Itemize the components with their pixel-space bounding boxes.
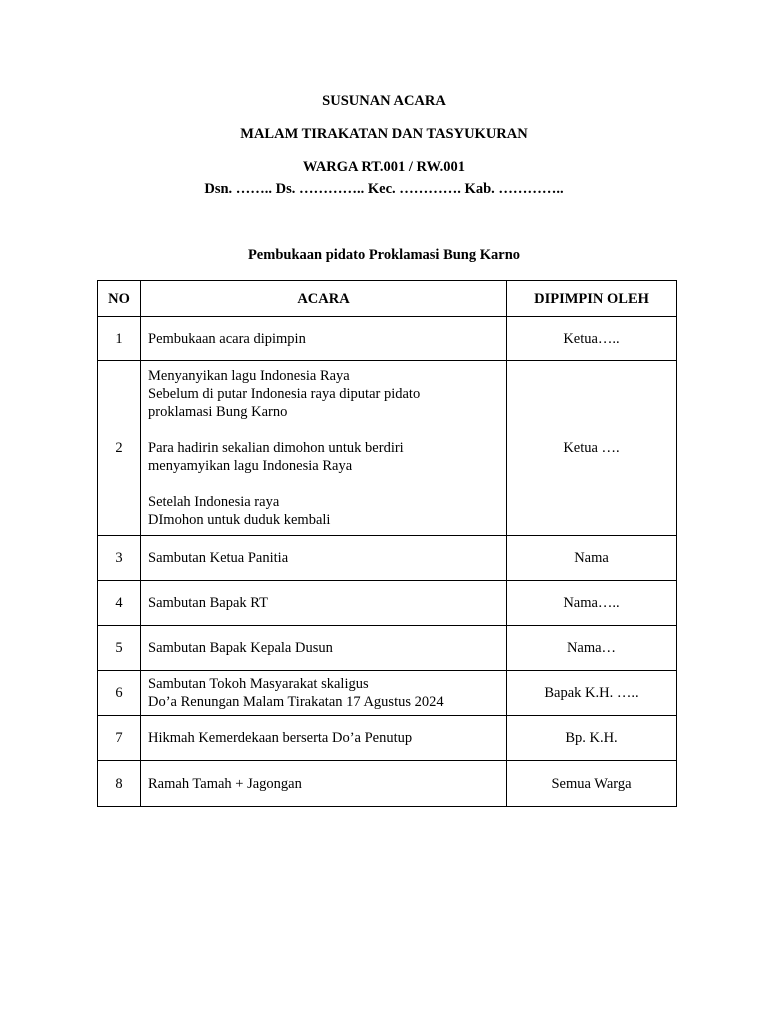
address-line: Dsn. …….. Ds. ………….. Kec. …………. Kab. ………….. xyxy=(204,181,564,197)
warga-line: WARGA RT.001 / RW.001 xyxy=(302,159,466,175)
row-number: 7 xyxy=(98,716,141,761)
row-dipimpin: Ketua …. xyxy=(507,361,677,536)
column-header-acara: ACARA xyxy=(141,281,507,317)
acara-line: Ramah Tamah + Jagongan xyxy=(148,775,302,792)
row-number: 6 xyxy=(98,671,141,716)
row-dipimpin: Ketua….. xyxy=(507,317,677,361)
row-number: 4 xyxy=(98,581,141,626)
column-header-dipimpin: DIPIMPIN OLEH xyxy=(507,281,677,317)
table-row xyxy=(98,671,677,716)
row-dipimpin: Bapak K.H. ….. xyxy=(507,671,677,716)
row-number: 3 xyxy=(98,536,141,581)
acara-line: Sebelum di putar Indonesia raya diputar pidato xyxy=(148,386,421,402)
row-number: 1 xyxy=(98,317,141,361)
acara-line: Setelah Indonesia raya xyxy=(148,494,280,510)
table-row xyxy=(98,626,677,671)
acara-line: Hikmah Kemerdekaan berserta Do’a Penutup xyxy=(148,730,413,746)
row-dipimpin: Nama….. xyxy=(507,581,677,626)
acara-line: Menyanyikan lagu Indonesia Raya xyxy=(148,368,350,384)
row-acara xyxy=(141,361,507,536)
column-header-no: NO xyxy=(98,281,141,317)
row-acara xyxy=(141,626,507,671)
row-acara xyxy=(141,716,507,761)
row-acara xyxy=(141,671,507,716)
row-number: 5 xyxy=(98,626,141,671)
row-dipimpin: Nama… xyxy=(507,626,677,671)
document-title: SUSUNAN ACARA xyxy=(322,93,446,109)
table-row xyxy=(98,361,677,536)
row-acara xyxy=(141,581,507,626)
acara-line: DImohon untuk duduk kembali xyxy=(148,512,331,528)
section-heading: Pembukaan pidato Proklamasi Bung Karno xyxy=(247,247,521,263)
row-acara xyxy=(141,317,507,361)
table-header-row xyxy=(98,281,677,317)
row-acara xyxy=(141,536,507,581)
acara-line: menyamyikan lagu Indonesia Raya xyxy=(148,458,353,474)
acara-line: Sambutan Bapak Kepala Dusun xyxy=(148,640,333,656)
acara-line: Sambutan Bapak RT xyxy=(148,595,268,611)
row-acara xyxy=(141,761,507,807)
row-number: 2 xyxy=(98,361,141,536)
acara-line: Sambutan Tokoh Masyarakat skaligus xyxy=(148,676,369,692)
acara-line: proklamasi Bung Karno xyxy=(148,404,288,420)
table-row xyxy=(98,761,677,807)
schedule-table xyxy=(97,280,677,807)
document-subtitle: MALAM TIRAKATAN DAN TASYUKURAN xyxy=(240,126,528,142)
table-row xyxy=(98,581,677,626)
table-row xyxy=(98,317,677,361)
table-row xyxy=(98,536,677,581)
row-dipimpin: Nama xyxy=(507,536,677,581)
acara-line: Sambutan Ketua Panitia xyxy=(148,550,289,566)
row-dipimpin: Bp. K.H. xyxy=(507,716,677,761)
acara-line: Para hadirin sekalian dimohon untuk berdiri xyxy=(148,440,404,456)
acara-line: Pembukaan acara dipimpin xyxy=(148,330,306,347)
row-number: 8 xyxy=(98,761,141,807)
row-dipimpin: Semua Warga xyxy=(507,761,677,807)
table-row xyxy=(98,716,677,761)
acara-line: Do’a Renungan Malam Tirakatan 17 Agustus 2024 xyxy=(148,694,444,710)
